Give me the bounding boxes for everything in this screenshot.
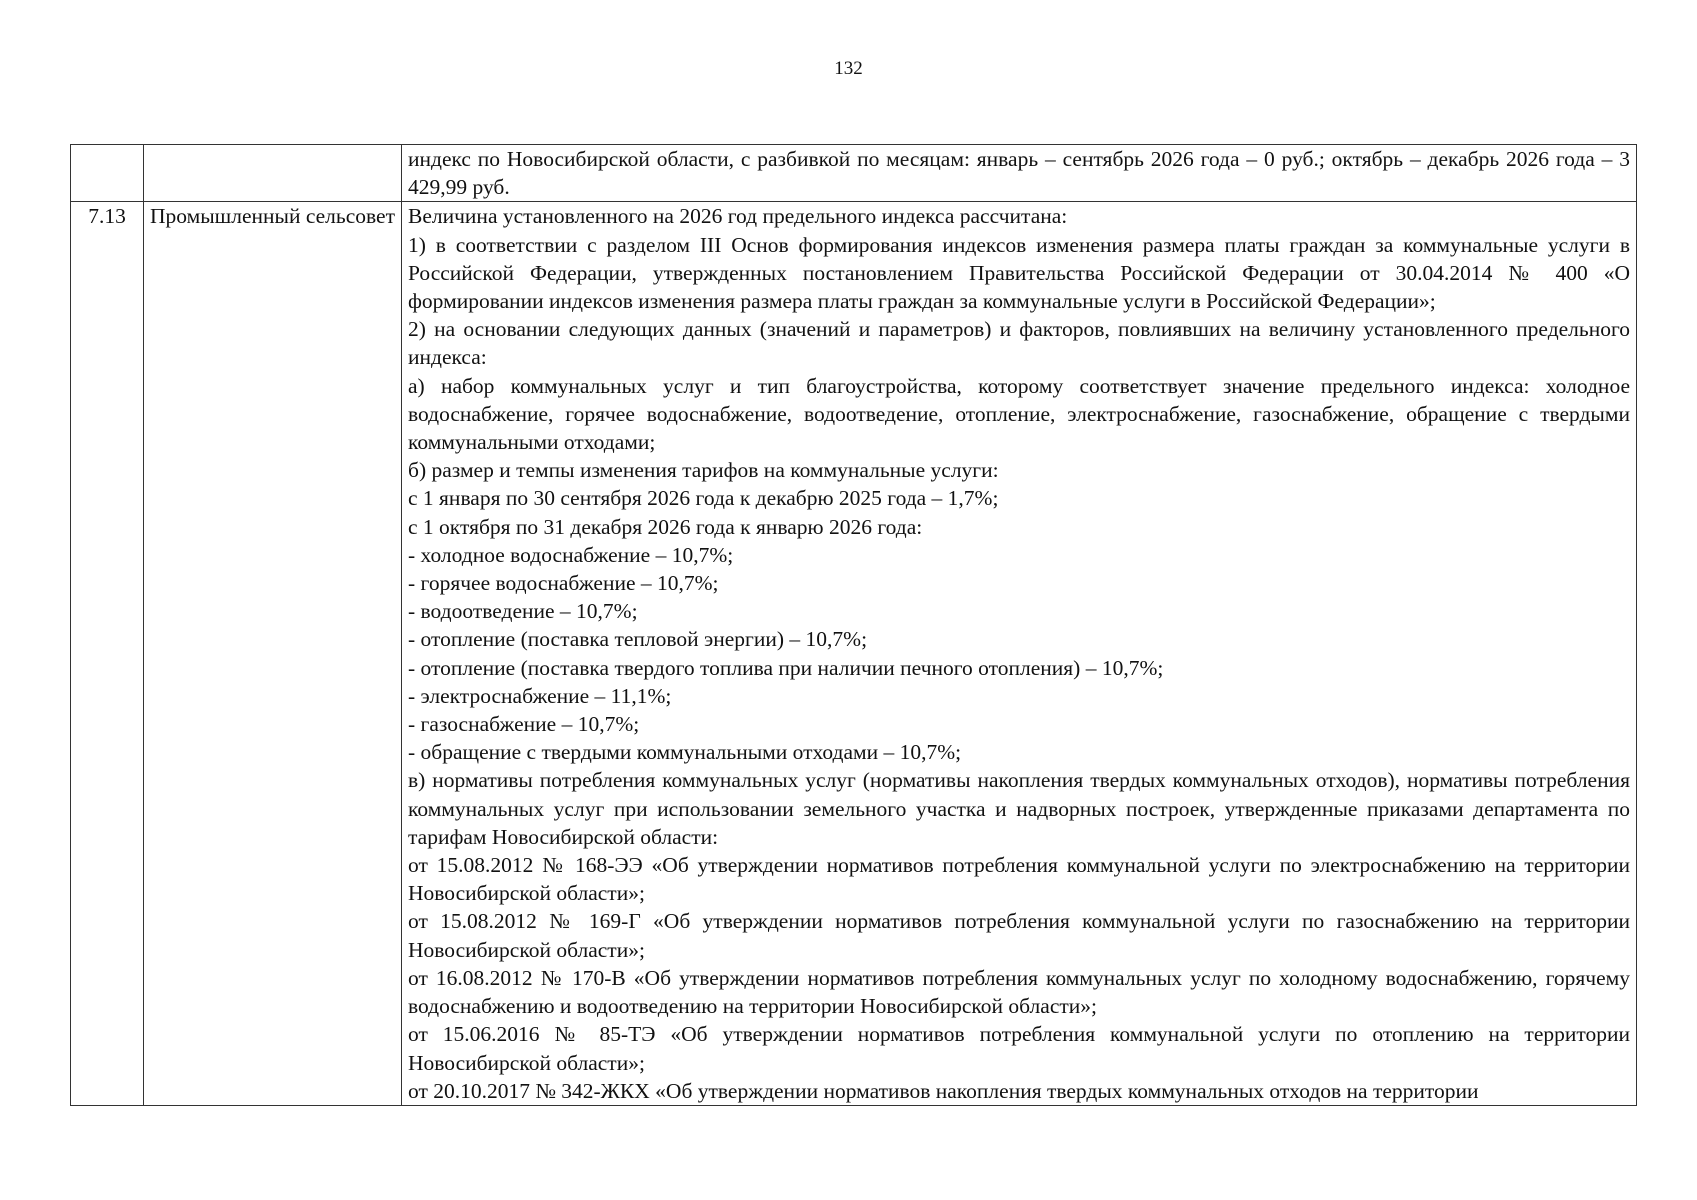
list-item: - холодное водоснабжение – 10,7%; [408,542,734,567]
table-row-7-13 [71,202,1637,1106]
list-item: - газоснабжение – 10,7%; [408,712,640,737]
description-cell [402,202,1637,1106]
paragraph: от 15.08.2012 № 168-ЭЭ «Об утверждении нормативов потребления коммунальной услуги по электроснабжению на территории Новосибирской области»; [408,853,1630,906]
row-number-cell: 7.13 [71,202,144,1106]
paragraph: б) размер и темпы изменения тарифов на коммунальные услуги: [408,458,999,483]
list-item: - обращение с твердыми коммунальными отходами – 10,7%; [408,740,962,765]
paragraph: 1) в соответствии с разделом III Основ формирования индексов изменения размера платы граждан за коммунальные услуги в Российской Федерации, утвержденных постановлением Правительства Российской Федерации от 30.04.2014 № 400 «О формировании индексов изменения размера платы граждан за коммунальные услуги в Российской Федерации»; [408,232,1630,314]
table-row-continuation [71,145,1637,202]
municipality-name-cell [144,145,402,202]
paragraph: от 16.08.2012 № 170-В «Об утверждении нормативов потребления коммунальных услуг по холодному водоснабжению, горячему водоснабжению и водоотведению на территории Новосибирской области»; [408,965,1630,1019]
list-item: - отопление (поставка твердого топлива при наличии печного отопления) – 10,7%; [408,655,1164,680]
paragraph: а) набор коммунальных услуг и тип благоустройства, которому соответствует значение предельного индекса: холодное водоснабжение, горячее водоснабжение, водоотведение, отопление, электроснабжение, газоснабжение, обращение с твердыми коммунальными отходами; [408,373,1630,455]
description-cell [402,145,1637,202]
paragraph: с 1 октября по 31 декабря 2026 года к январю 2026 года: [408,514,923,539]
page-number: 132 [834,58,863,79]
paragraph: с 1 января по 30 сентября 2026 года к декабрю 2025 года – 1,7%; [408,486,999,511]
paragraph: 2) на основании следующих данных (значений и параметров) и факторов, повлиявших на величину установленного предельного индекса: [408,317,1630,370]
paragraph: в) нормативы потребления коммунальных услуг (нормативы накопления твердых коммунальных отходов), нормативы потребления коммунальных услуг при использовании земельного участка и надворных построек, утвержденные приказами департамента по тарифам Новосибирской области: [408,768,1630,849]
list-item: - горячее водоснабжение – 10,7%; [408,571,719,596]
row-number-cell [71,145,144,202]
list-item: - отопление (поставка тепловой энергии) – 10,7%; [408,627,868,652]
paragraph: Величина установленного на 2026 год предельного индекса рассчитана: [408,204,1068,229]
list-item: - водоотведение – 10,7%; [408,599,638,624]
paragraph: от 20.10.2017 № 342-ЖКХ «Об утверждении нормативов накопления твердых коммунальных отходов на территории [408,1078,1479,1103]
paragraph: индекс по Новосибирской области, с разбивкой по месяцам: январь – сентябрь 2026 года – 0 руб.; октябрь – декабрь 2026 года – 3 429,99 руб. [408,147,1630,200]
tariff-index-table [70,144,1637,1106]
paragraph: от 15.08.2012 № 169-Г «Об утверждении нормативов потребления коммунальной услуги по газоснабжению на территории Новосибирской области»; [408,909,1630,962]
municipality-name-cell: Промышленный сельсовет [144,202,402,1106]
list-item: - электроснабжение – 11,1%; [408,683,672,708]
paragraph: от 15.06.2016 № 85-ТЭ «Об утверждении нормативов потребления коммунальной услуги по отоплению на территории Новосибирской области»; [408,1022,1630,1075]
